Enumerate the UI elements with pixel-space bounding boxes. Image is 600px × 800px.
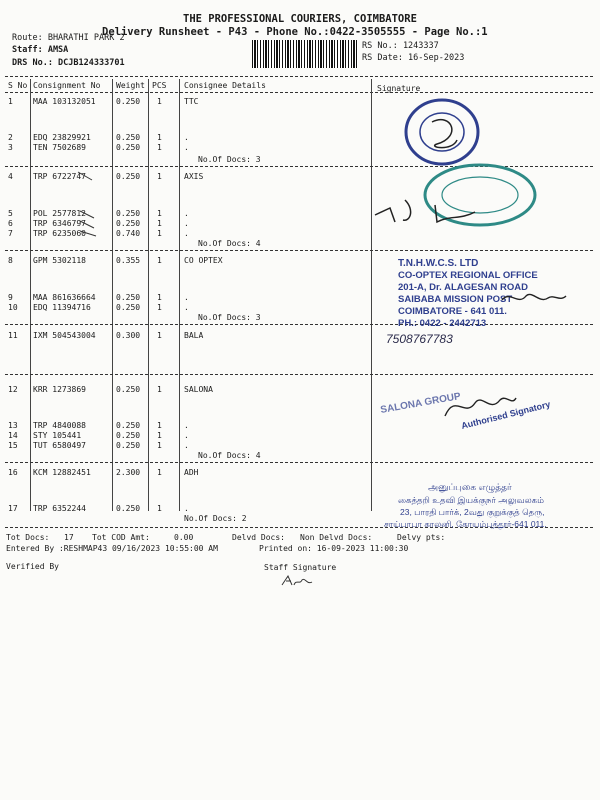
row-consignment: KRR 1273869 [33,385,86,394]
row-sno: 9 [8,293,13,302]
col-sno: S No [8,81,28,90]
row-sno: 1 [8,97,13,106]
col-consignment: Consignment No [33,81,101,90]
row-sno: 10 [8,303,18,312]
row-weight: 2.300 [116,468,141,477]
row-sno: 8 [8,256,13,265]
coop-stamp-line4: SAIBABA MISSION POST [398,294,513,305]
row-sno: 3 [8,143,13,152]
row-consignee: . [184,143,189,152]
row-weight: 0.250 [116,219,141,228]
tot-docs-label: Tot Docs: [6,533,50,542]
row-weight: 0.250 [116,421,141,430]
row-consignment: MAA 103132051 [33,97,96,106]
salona-auth-signatory: Authorised Signatory [460,399,552,431]
row-consignee: . [184,441,189,450]
row-consignment: TRP 6235060 [33,229,86,238]
tot-cod-value: 0.00 [174,533,194,542]
row-pcs: 1 [157,421,162,430]
row-consignee: . [184,219,189,228]
delvy-pts-label: Delvy pts: [397,533,446,542]
row-consignee: . [184,229,189,238]
staff-label: Staff: AMSA [12,45,69,55]
col-consignee: Consignee Details [184,81,266,90]
row-pcs: 1 [157,431,162,440]
row-pcs: 1 [157,385,162,394]
row-sno: 14 [8,431,18,440]
row-consignee: . [184,209,189,218]
row-consignment: TUT 6580497 [33,441,86,450]
row-weight: 0.740 [116,229,141,238]
row-weight: 0.300 [116,331,141,340]
row-consignment: TRP 6352244 [33,504,86,513]
row-weight: 0.250 [116,143,141,152]
coop-stamp-line6: PH.: 0422 - 2442713 [398,318,487,329]
row-consignment: IXM 504543004 [33,331,96,340]
row-consignee: TTC [184,97,199,106]
handwritten-phone: 7508767783 [386,332,453,346]
doc-count: No.Of Docs: 4 [198,451,261,460]
salona-signature [440,388,520,424]
row-pcs: 1 [157,468,162,477]
row-consignment: POL 2577812 [33,209,86,218]
row-pcs: 1 [157,172,162,181]
row-sno: 13 [8,421,18,430]
row-consignment: EDQ 23829921 [33,133,91,142]
row-pcs: 1 [157,504,162,513]
coop-stamp-line3: 201-A, Dr. ALAGESAN ROAD [398,282,529,293]
coop-signature [500,288,570,308]
row-consignee: BALA [184,331,204,340]
row-consignment: TRP 6722747 [33,172,86,181]
rs-date: RS Date: 16-Sep-2023 [362,53,465,63]
row-weight: 0.355 [116,256,141,265]
row-consignee: SALONA [184,385,213,394]
row-weight: 0.250 [116,431,141,440]
row-consignee: . [184,293,189,302]
coop-stamp-line2: CO-OPTEX REGIONAL OFFICE [398,270,538,281]
row-sno: 5 [8,209,13,218]
row-weight: 0.250 [116,172,141,181]
row-consignee: AXIS [184,172,204,181]
row-consignee: . [184,421,189,430]
row-weight: 0.250 [116,504,141,513]
coop-stamp-line5: COIMBATORE - 641 011. [398,306,507,317]
row-consignee: . [184,431,189,440]
row-pcs: 1 [157,133,162,142]
staff-signature-label: Staff Signature [264,563,337,572]
row-sno: 17 [8,504,18,513]
col-weight: Weight [116,81,145,90]
delvd-docs-label: Delvd Docs: [232,533,285,542]
row-consignee: CO OPTEX [184,256,223,265]
row-sno: 2 [8,133,13,142]
row-consignment: TRP 4840088 [33,421,86,430]
tot-cod-label: Tot COD Amt: [92,533,150,542]
row-consignee: . [184,303,189,312]
row-pcs: 1 [157,229,162,238]
row-consignment: TEN 7502689 [33,143,86,152]
row-weight: 0.250 [116,133,141,142]
verified-by: Verified By [6,562,59,571]
row-weight: 0.250 [116,209,141,218]
row-consignment: KCM 12882451 [33,468,91,477]
doc-count: No.Of Docs: 3 [198,313,261,322]
row-weight: 0.250 [116,303,141,312]
row-consignee: . [184,504,189,513]
row-pcs: 1 [157,209,162,218]
row-sno: 4 [8,172,13,181]
row-weight: 0.250 [116,441,141,450]
tamil-stamp-line3: 23, பாரதி பார்க், 2வது குறுக்குத் தெரு, [400,507,545,517]
non-delvd-docs-label: Non Delvd Docs: [300,533,373,542]
printed-on: Printed on: 16-09-2023 11:00:30 [259,544,409,553]
tamil-stamp-line4: சாய்பாபா காலனி, கோயம்புத்தூர்-641 011. [384,519,547,529]
row-pcs: 1 [157,441,162,450]
salona-stamp-name: SALONA GROUP [379,391,462,416]
row-sno: 15 [8,441,18,450]
col-pcs: PCS [152,81,167,90]
company-title: THE PROFESSIONAL COURIERS, COIMBATORE [183,13,417,25]
bank-stamp [365,160,545,242]
tamil-stamp-line2: கைத்தறி உதவி இயக்குநர் அலுவலகம் [398,495,544,505]
runsheet-title: Delivery Runsheet - P43 - Phone No.:0422-3505555 - Page No.:1 [102,26,488,38]
row-sno: 12 [8,385,18,394]
row-pcs: 1 [157,219,162,228]
row-pcs: 1 [157,331,162,340]
row-pcs: 1 [157,97,162,106]
doc-count: No.Of Docs: 3 [198,155,261,164]
tamil-stamp-line1: அனுப்புகை எழுத்தர் [428,482,512,492]
coop-stamp-line1: T.N.H.W.C.S. LTD [398,258,479,269]
row-consignee: . [184,133,189,142]
tot-docs-value: 17 [64,533,74,542]
route-label: Route: BHARATHI PARK 2 [12,33,125,43]
doc-count: No.Of Docs: 4 [198,239,261,248]
row-pcs: 1 [157,256,162,265]
staff-signature [280,573,320,589]
row-sno: 6 [8,219,13,228]
row-weight: 0.250 [116,293,141,302]
col-signature: Signature [377,84,421,93]
row-consignment: MAA 861636664 [33,293,96,302]
drs-number: DRS No.: DCJB124333701 [12,58,125,68]
row-weight: 0.250 [116,385,141,394]
doc-count: No.Of Docs: 2 [184,514,247,523]
row-pcs: 1 [157,143,162,152]
row-pcs: 1 [157,293,162,302]
row-consignee: ADH [184,468,199,477]
row-consignment: TRP 6346797 [33,219,86,228]
rs-number: RS No.: 1243337 [362,41,439,51]
row-consignment: GPM 5302118 [33,256,86,265]
row-pcs: 1 [157,303,162,312]
row-weight: 0.250 [116,97,141,106]
row-sno: 7 [8,229,13,238]
entered-by: Entered By :RESHMAP43 09/16/2023 10:55:00 AM [6,544,218,553]
row-sno: 16 [8,468,18,477]
row-consignment: EDQ 11394716 [33,303,91,312]
row-consignment: STY 105441 [33,431,82,440]
row-sno: 11 [8,331,18,340]
